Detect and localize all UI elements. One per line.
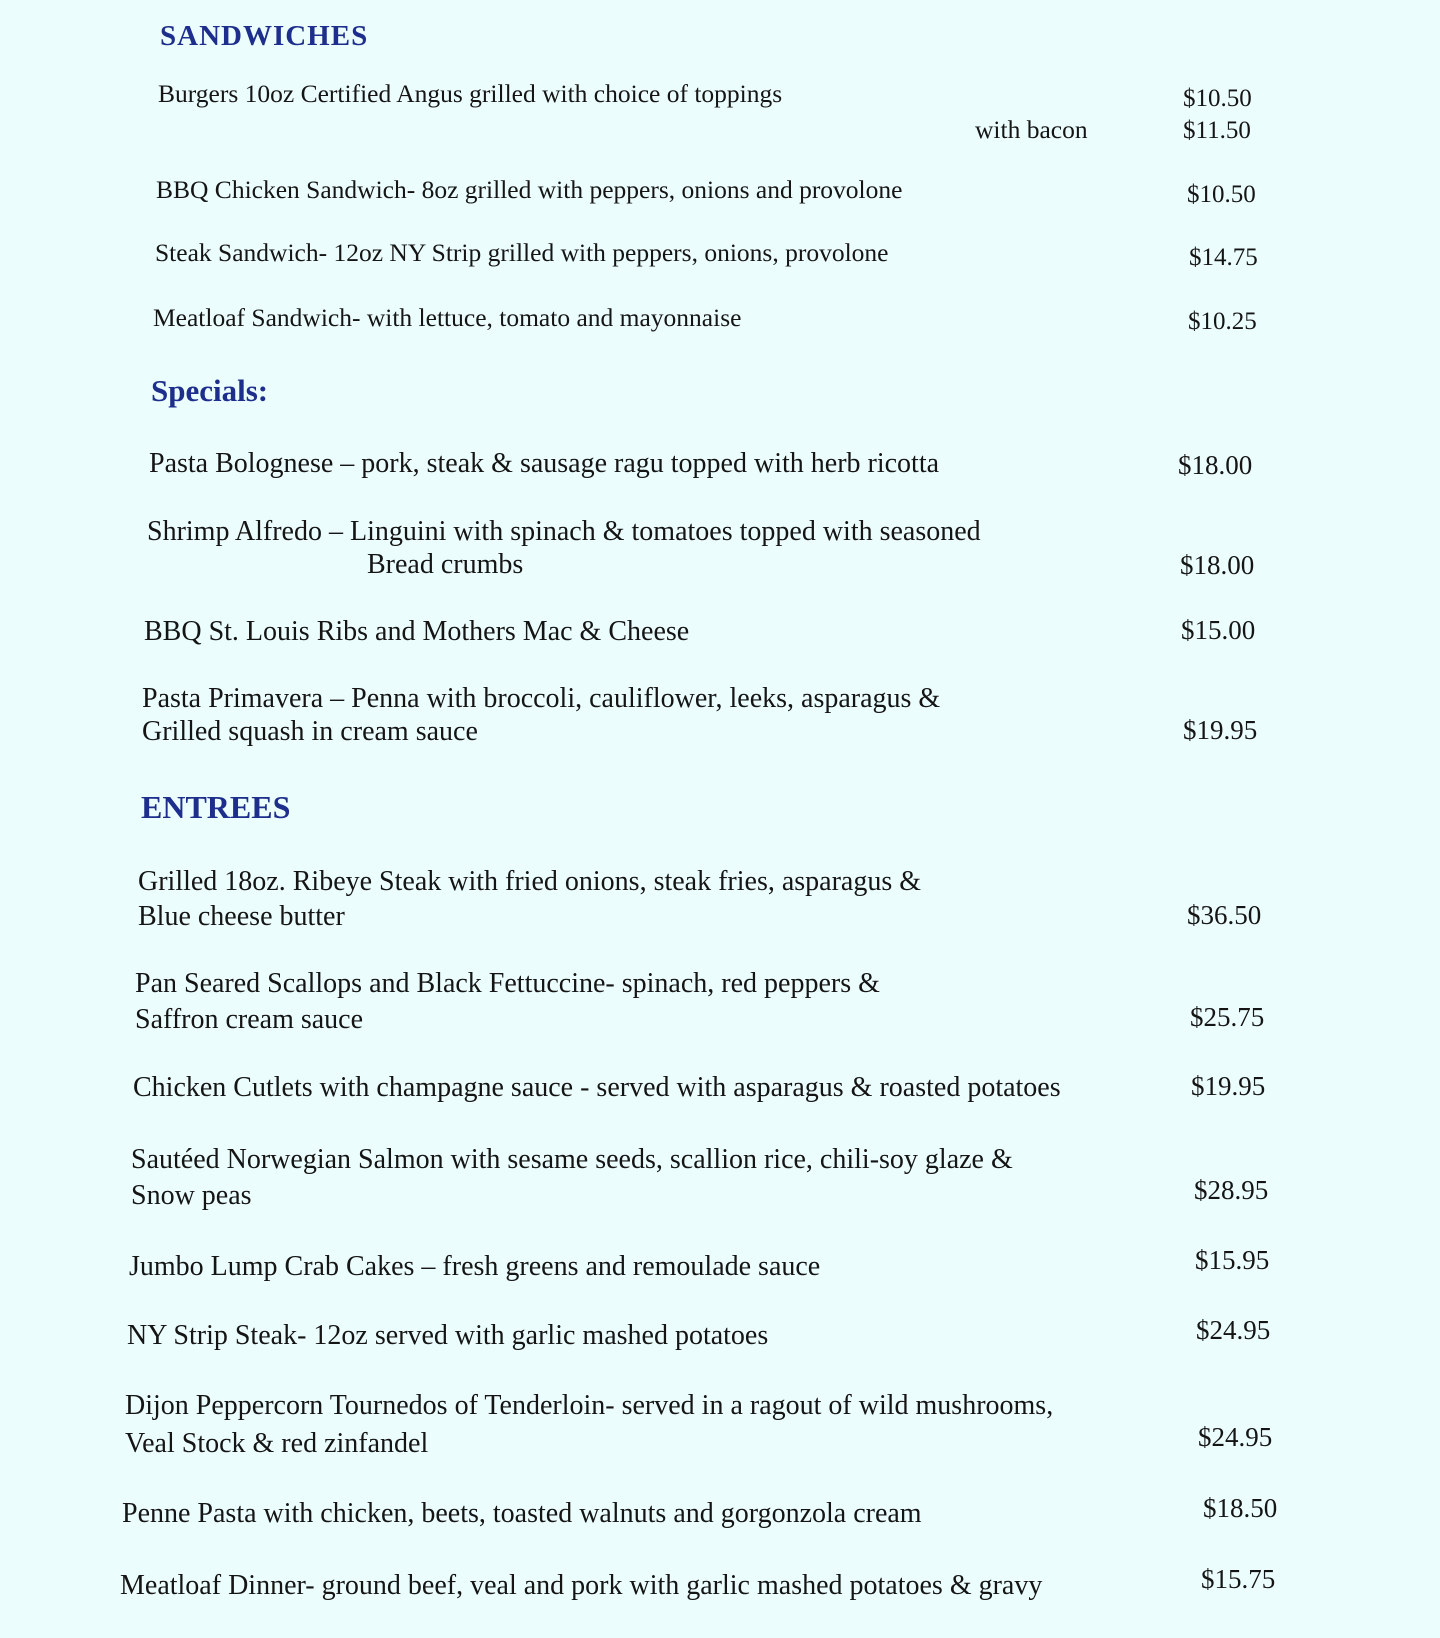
menu-item-price: $15.00	[1181, 615, 1256, 645]
menu-item-price: $18.00	[1180, 550, 1255, 580]
menu-item-name-continued: Blue cheese butter	[138, 901, 345, 932]
menu-item-name: Meatloaf Sandwich- with lettuce, tomato and mayonnaise	[153, 303, 742, 332]
menu-item-price: $15.75	[1201, 1564, 1276, 1594]
menu-item-price: $24.95	[1198, 1422, 1273, 1452]
menu-item-price: $19.95	[1191, 1071, 1266, 1101]
menu-item-price: $10.50	[1187, 181, 1256, 208]
menu-item-price: $15.95	[1195, 1245, 1270, 1275]
menu-item-name-continued: Saffron cream sauce	[135, 1004, 364, 1035]
menu-item-name: Sautéed Norwegian Salmon with sesame seeds, scallion rice, chili-soy glaze &	[131, 1144, 1013, 1175]
menu-item-price: $28.95	[1194, 1175, 1269, 1205]
menu-item-name: Grilled 18oz. Ribeye Steak with fried onions, steak fries, asparagus &	[138, 866, 922, 897]
section-heading-specials: Specials:	[151, 373, 269, 408]
menu-item-name: Burgers 10oz Certified Angus grilled with choice of toppings	[158, 79, 783, 108]
menu-item-name: Steak Sandwich- 12oz NY Strip grilled with peppers, onions, provolone	[155, 238, 889, 267]
menu-item-name: Jumbo Lump Crab Cakes – fresh greens and remoulade sauce	[129, 1251, 821, 1282]
menu-item-name: NY Strip Steak- 12oz served with garlic mashed potatoes	[127, 1320, 769, 1351]
menu-item-name-continued: Veal Stock & red zinfandel	[125, 1428, 429, 1459]
menu-item-name-continued: Grilled squash in cream sauce	[142, 716, 478, 747]
menu-item-name: Pasta Primavera – Penna with broccoli, cauliflower, leeks, asparagus &	[142, 683, 941, 714]
menu-item-name-continued: Snow peas	[131, 1180, 252, 1211]
menu-item-price: $36.50	[1187, 900, 1262, 930]
menu-item-name: Chicken Cutlets with champagne sauce - served with asparagus & roasted potatoes	[133, 1072, 1061, 1103]
section-heading-sandwiches: SANDWICHES	[160, 20, 369, 52]
menu-item-price: $25.75	[1190, 1002, 1265, 1032]
menu-item-name: Pan Seared Scallops and Black Fettuccine- spinach, red peppers &	[135, 968, 880, 999]
menu-item-price: $10.25	[1188, 308, 1257, 335]
menu-item-price: $19.95	[1183, 715, 1258, 745]
menu-item-name: Dijon Peppercorn Tournedos of Tenderloin- served in a ragout of wild mushrooms,	[125, 1390, 1054, 1421]
menu-item-price: $18.50	[1203, 1493, 1278, 1523]
menu-item-price: $24.95	[1196, 1315, 1271, 1345]
menu-item-price: $14.75	[1189, 244, 1258, 271]
menu-item-variant-price: $11.50	[1183, 117, 1251, 144]
menu-item-name: Pasta Bolognese – pork, steak & sausage ragu topped with herb ricotta	[149, 448, 940, 479]
menu-item-name: Shrimp Alfredo – Linguini with spinach & tomatoes topped with seasoned	[147, 516, 981, 547]
menu-item-name: Meatloaf Dinner- ground beef, veal and pork with garlic mashed potatoes & gravy	[120, 1570, 1043, 1601]
menu-item-name: Penne Pasta with chicken, beets, toasted walnuts and gorgonzola cream	[122, 1498, 922, 1529]
menu-item-name: BBQ Chicken Sandwich- 8oz grilled with peppers, onions and provolone	[156, 175, 903, 204]
menu-item-variant: with bacon	[975, 115, 1088, 144]
menu-item-price: $10.50	[1183, 85, 1252, 112]
menu-item-name-continued: Bread crumbs	[367, 549, 524, 580]
menu-item-name: BBQ St. Louis Ribs and Mothers Mac & Cheese	[144, 616, 690, 647]
section-heading-entrees: ENTREES	[141, 789, 291, 825]
menu-item-price: $18.00	[1178, 450, 1253, 480]
